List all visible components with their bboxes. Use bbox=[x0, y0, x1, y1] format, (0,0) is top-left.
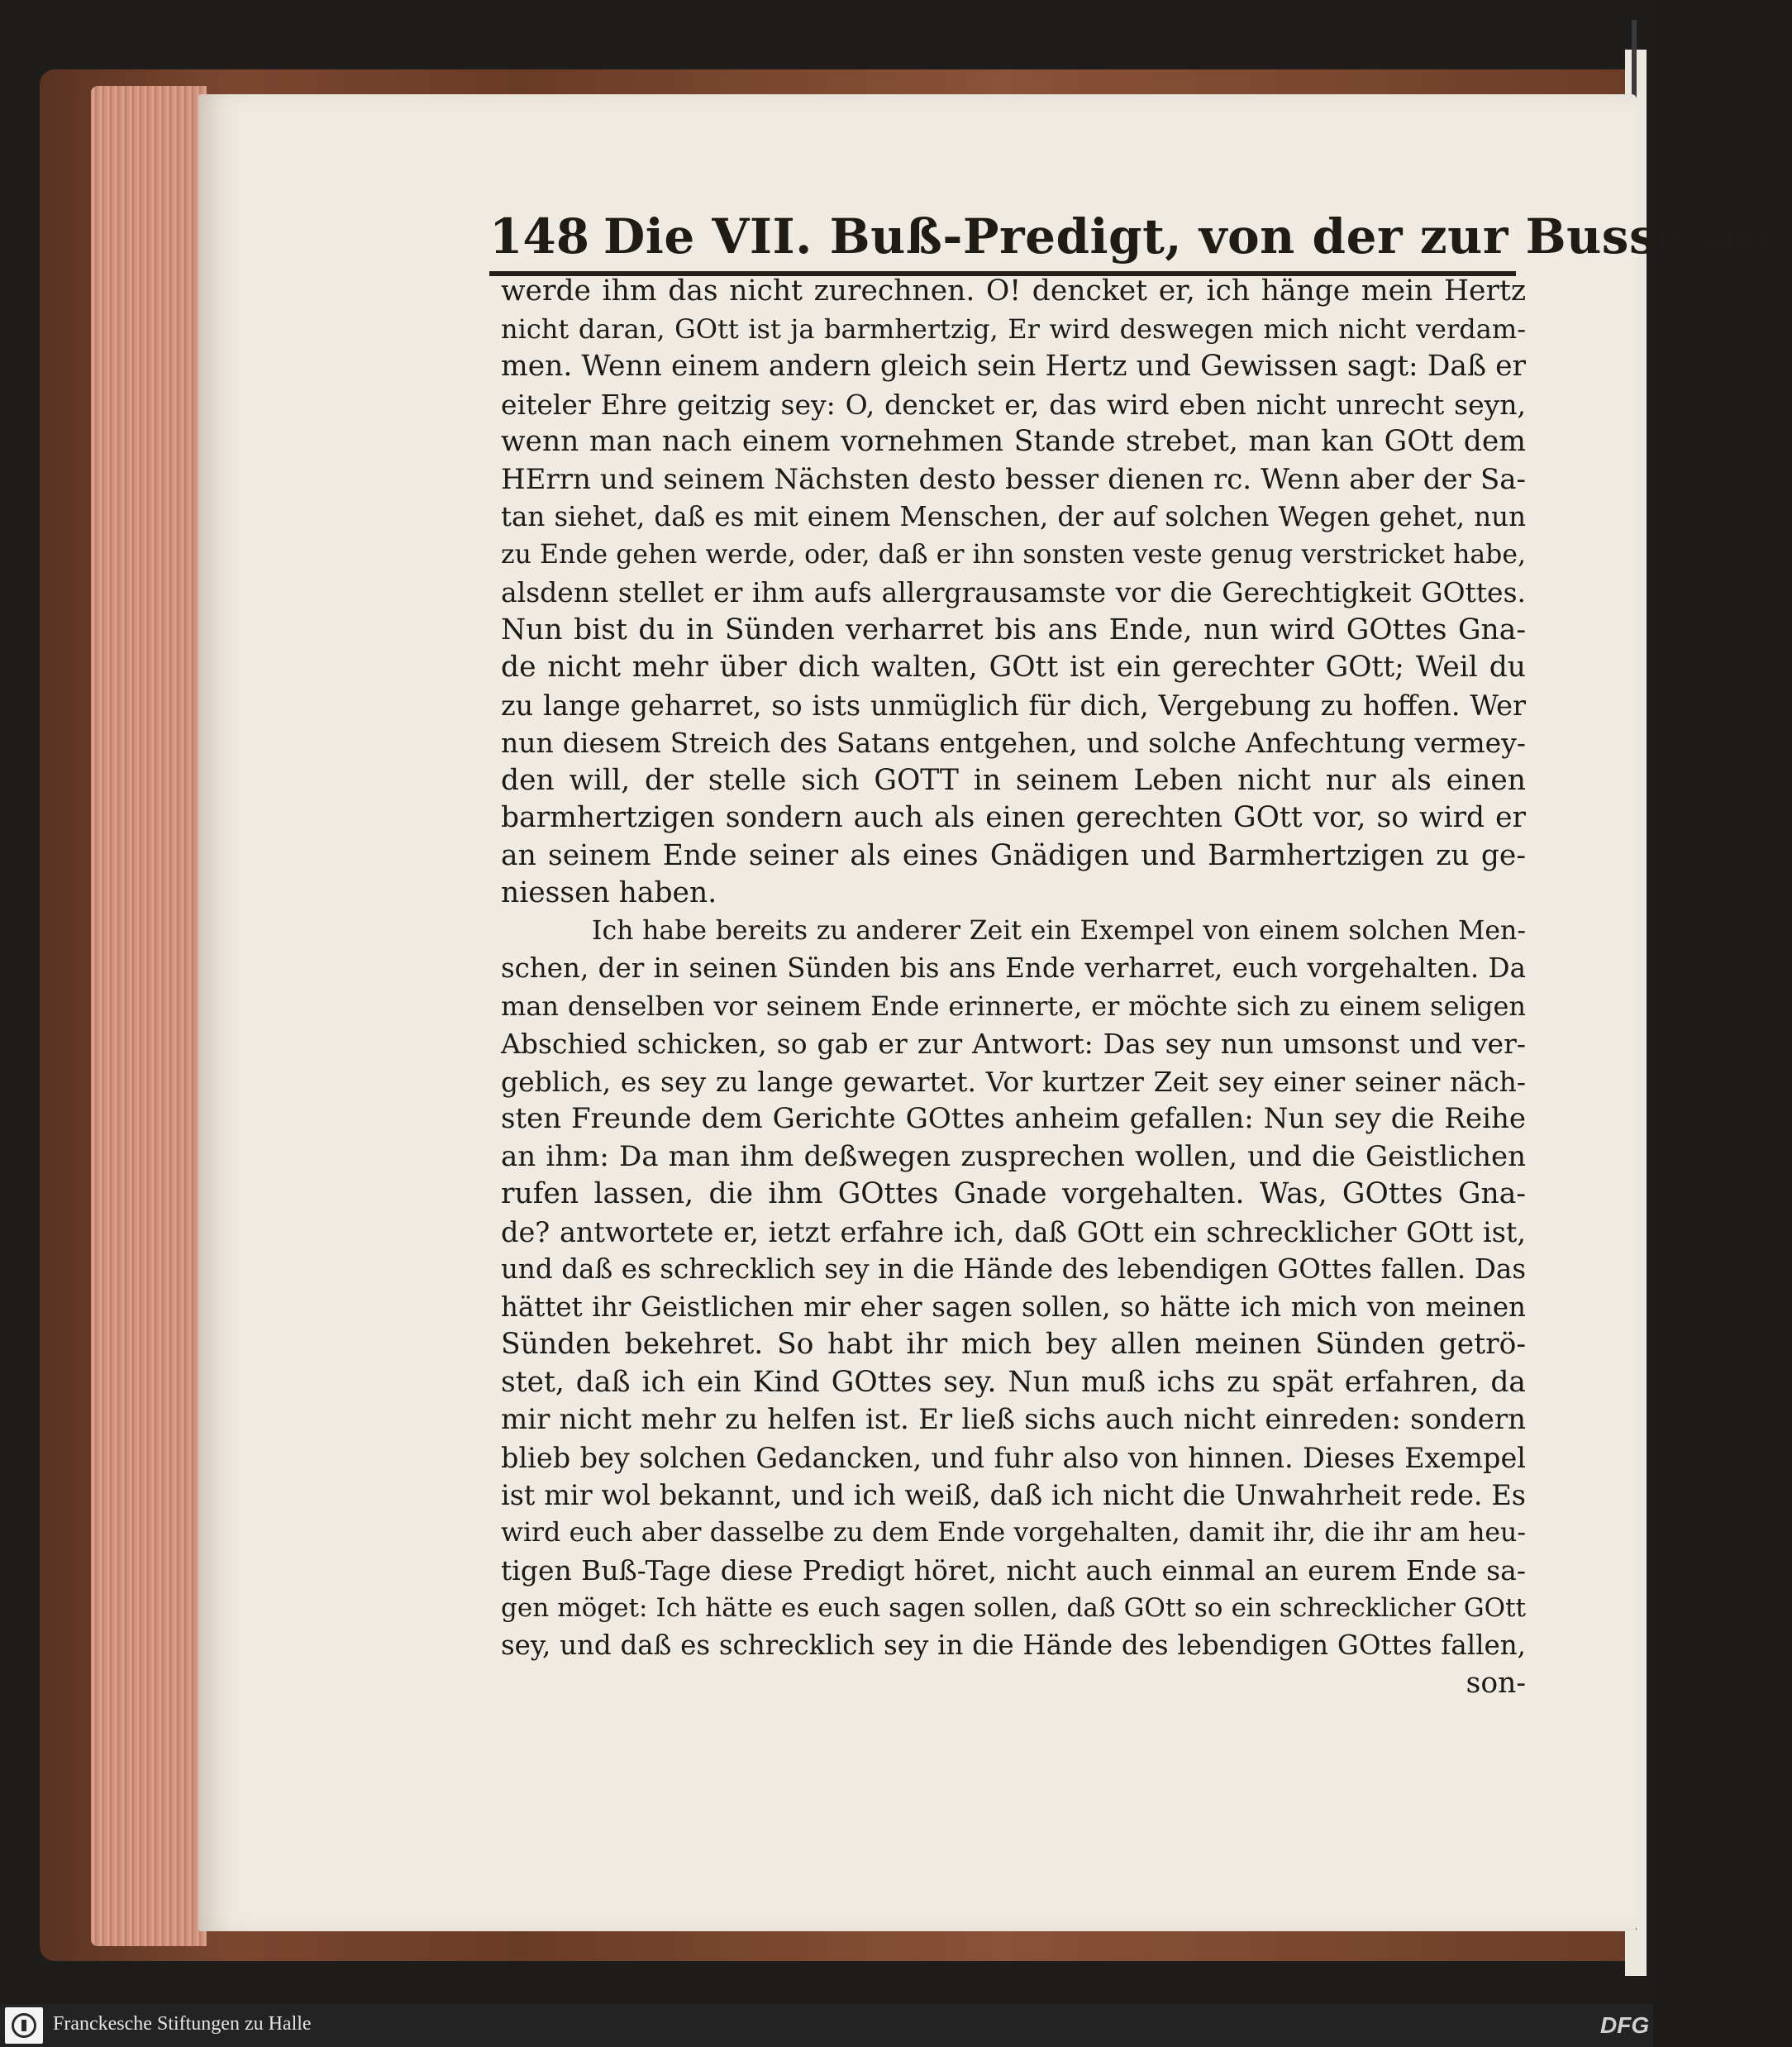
text-line: de? antwortete er, ietzt erfahre ich, daß GOtt ein schrecklicher GOtt ist, bbox=[501, 1215, 1526, 1248]
text-line: Abschied schicken, so gab er zur Antwort: Das sey nun umsonst und ver- bbox=[501, 1028, 1526, 1060]
dfg-logo: DFG bbox=[1600, 2012, 1650, 2038]
institution-name: Franckesche Stiftungen zu Halle bbox=[53, 2013, 312, 2035]
text-line: wenn man nach einem vornehmen Stande strebet, man kan GOtt dem bbox=[501, 425, 1526, 458]
text-line: rufen lassen, die ihm GOttes Gnade vorgehalten. Was, GOttes Gna- bbox=[501, 1177, 1526, 1210]
text-line: an seinem Ende seiner als eines Gnädigen und Barmhertzigen zu ge- bbox=[501, 838, 1526, 872]
text-line: de nicht mehr über dich walten, GOtt ist ein gerechter GOtt; Weil du bbox=[501, 651, 1526, 684]
text-line: stet, daß ich ein Kind GOttes sey. Nun muß ichs zu spät erfahren, da bbox=[501, 1365, 1526, 1399]
page-header bbox=[489, 203, 1792, 278]
text-line: mir nicht mehr zu helfen ist. Er ließ sichs auch nicht einreden: sondern bbox=[501, 1403, 1526, 1436]
text-line: alsdenn stellet er ihm aufs allergrausamste vor die Gerechtigkeit GOttes. bbox=[501, 576, 1526, 608]
text-line: tan siehet, daß es mit einem Menschen, der auf solchen Wegen gehet, nun bbox=[501, 501, 1526, 532]
text-line: nun diesem Streich des Satans entgehen, und solche Anfechtung vermey- bbox=[501, 727, 1526, 759]
text-line: gen möget: Ich hätte es euch sagen sollen, daß GOtt so ein schrecklicher GOtt bbox=[501, 1592, 1526, 1623]
text-line: barmhertzigen sondern auch als einen gerechten GOtt vor, so wird er bbox=[501, 801, 1526, 834]
text-line: wird euch aber dasselbe zu dem Ende vorgehalten, damit ihr, die ihr am heu- bbox=[501, 1517, 1526, 1548]
text-line: niessen haben. bbox=[501, 876, 717, 909]
text-line: ist mir wol bekannt, und ich weiß, daß ich nicht die Unwahrheit rede. Es bbox=[501, 1479, 1526, 1511]
text-line: son- bbox=[1466, 1666, 1526, 1700]
text-line: Ich habe bereits zu anderer Zeit ein Exempel von einem solchen Men- bbox=[592, 915, 1526, 946]
text-line: werde ihm das nicht zurechnen. O! dencket er, ich hänge mein Hertz bbox=[501, 274, 1526, 308]
body-text bbox=[501, 273, 1526, 1702]
text-line: Sünden bekehret. So habt ihr mich bey allen meinen Sünden getrö- bbox=[501, 1328, 1526, 1361]
text-line: tigen Buß-Tage diese Predigt höret, nicht auch einmal an eurem Ende sa- bbox=[501, 1554, 1526, 1587]
text-line: an ihm: Da man ihm deßwegen zusprechen wollen, und die Geistlichen bbox=[501, 1139, 1526, 1173]
francke-foundation-logo-icon bbox=[5, 2007, 43, 2044]
text-line: zu Ende gehen werde, oder, daß er ihn sonsten veste genug verstricket habe, bbox=[501, 539, 1526, 570]
running-head: Die VII. Buß-Predigt, von der zur Busse an- bbox=[603, 208, 1792, 265]
text-line: Nun bist du in Sünden verharret bis ans Ende, nun wird GOttes Gna- bbox=[501, 613, 1526, 647]
page-number: 148 bbox=[489, 208, 590, 265]
text-line: schen, der in seinen Sünden bis ans Ende verharret, euch vorgehalten. Da bbox=[501, 952, 1526, 984]
text-line: geblich, es sey zu lange gewartet. Vor kurtzer Zeit sey einer seiner näch- bbox=[501, 1065, 1526, 1098]
text-line: und daß es schrecklich sey in die Hände des lebendigen GOttes fallen. Das bbox=[501, 1253, 1526, 1285]
page-edges bbox=[91, 86, 207, 1946]
text-line: blieb bey solchen Gedancken, und fuhr also von hinnen. Dieses Exempel bbox=[501, 1441, 1526, 1474]
text-line: nicht daran, GOtt ist ja barmhertzig, Er wird deswegen mich nicht verdam- bbox=[501, 313, 1526, 345]
text-line: sey, und daß es schrecklich sey in die Hände des lebendigen GOttes fallen, bbox=[501, 1629, 1526, 1661]
text-line: men. Wenn einem andern gleich sein Hertz und Gewissen sagt: Daß er bbox=[501, 350, 1526, 383]
text-line: HErrn und seinem Nächsten desto besser dienen rc. Wenn aber der Sa- bbox=[501, 462, 1526, 496]
text-line: sten Freunde dem Gerichte GOttes anheim gefallen: Nun sey die Reihe bbox=[501, 1102, 1526, 1135]
text-line: den will, der stelle sich GOTT in seinem Leben nicht nur als einen bbox=[501, 763, 1526, 797]
text-line: eiteler Ehre geitzig sey: O, dencket er, das wird eben nicht unrecht seyn, bbox=[501, 388, 1526, 421]
viewer-footer bbox=[0, 2004, 1653, 2047]
text-line: man denselben vor seinem Ende erinnerte, er möchte sich zu einem seligen bbox=[501, 990, 1526, 1022]
text-line: hättet ihr Geistlichen mir eher sagen sollen, so hätte ich mich von meinen bbox=[501, 1291, 1526, 1323]
text-line: zu lange geharret, so ists unmüglich für dich, Vergebung zu hoffen. Wer bbox=[501, 689, 1526, 722]
